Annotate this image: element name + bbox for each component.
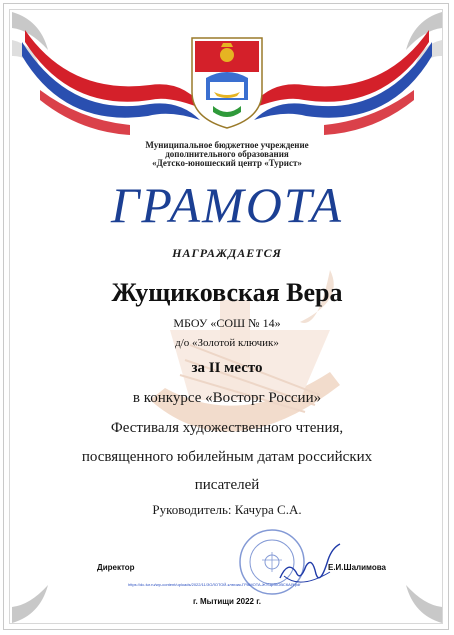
body-line-2: Фестиваля художественного чтения,: [110, 420, 344, 436]
organization-line-2: дополнительного образования: [165, 149, 289, 159]
organization-line-1: Муниципальное бюджетное учреждение: [145, 140, 309, 150]
school-name: МБОУ «СОШ № 14»: [173, 316, 281, 330]
body-line-4: писателей: [194, 477, 260, 493]
ribbon-left: [22, 30, 205, 135]
director-name: Е.И.Шалимова: [328, 563, 386, 572]
ribbon-right: [249, 30, 432, 135]
certificate-title: ГРАМОТА: [110, 177, 344, 233]
club-name: д/о «Золотой ключик»: [175, 337, 279, 349]
director-label: Директор: [97, 563, 135, 572]
body-line-1: в конкурсе «Восторг России»: [132, 390, 322, 406]
organization-line-3: «Детско-юношеский центр «Турист»: [152, 158, 302, 168]
body-line-3: посвященного юбилейным датам российских: [81, 449, 373, 465]
award-place: за II место: [191, 360, 263, 376]
city-year: г. Мытищи 2022 г.: [193, 597, 261, 606]
document-link[interactable]: https://dc-tur.ru/wp-content/uploads/2022/11/ЗОЛОТОЙ-ключик-ГРАМОТА-ЖУЩИКОВСКАЯ.pdf: [128, 582, 301, 587]
supervisor: Руководитель: Качура С.А.: [152, 502, 302, 517]
coat-of-arms-icon: [192, 38, 262, 128]
awarded-label: НАГРАЖДАЕТСЯ: [172, 246, 282, 260]
recipient-name: Жущиковская Вера: [111, 278, 343, 307]
